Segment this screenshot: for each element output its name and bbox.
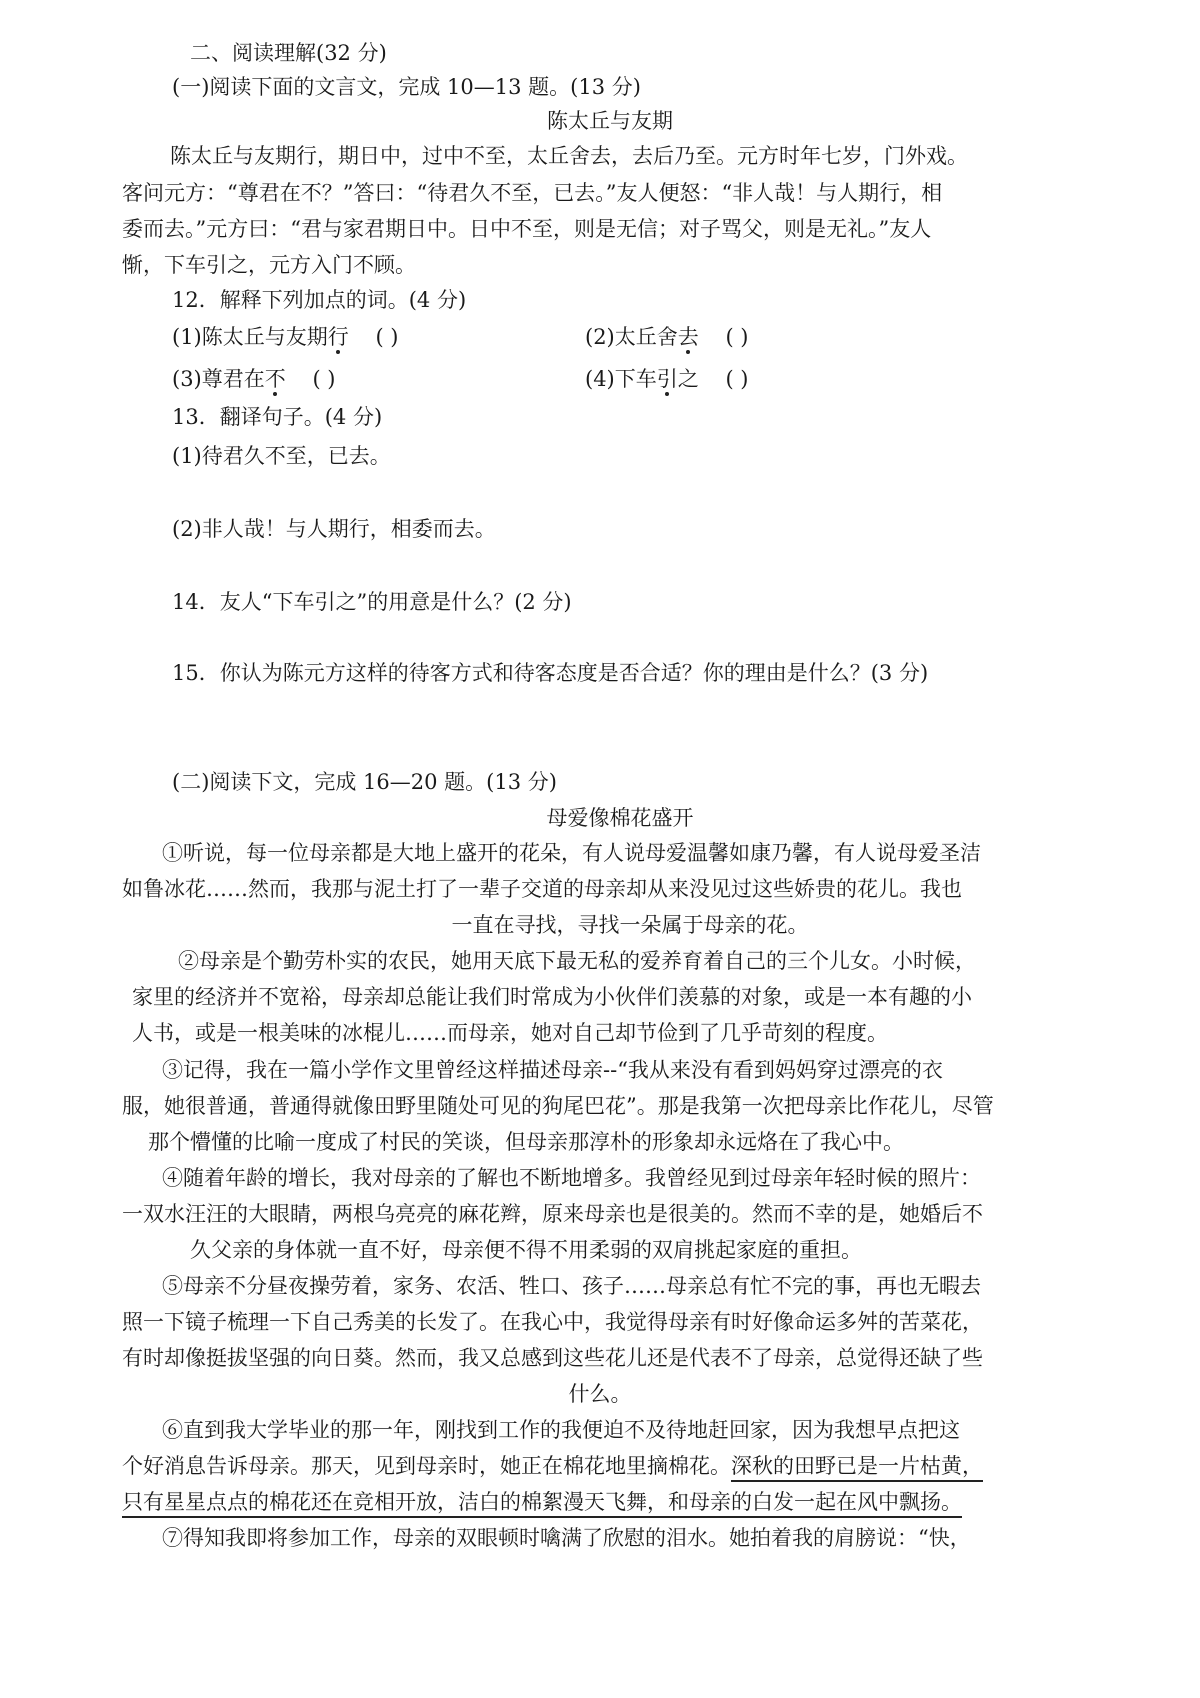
paragraph-6-line: ⑥直到我大学毕业的那一年，刚找到工作的我便迫不及待地赶回家，因为我想早点把这 [162, 1418, 960, 1442]
paragraph-6-line [122, 1487, 962, 1517]
paragraph-4-line: 一双水汪汪的大眼睛，两根乌亮亮的麻花辫，原来母亲也是很美的。然而不幸的是，她婚后不 [122, 1202, 983, 1226]
dotted-word: 去 [677, 325, 699, 349]
part1-title: 陈太丘与友期 [547, 109, 673, 133]
paragraph-3-line: ③记得，我在一篇小学作文里曾经这样描述母亲--“我从来没有看到妈妈穿过漂亮的衣 [162, 1058, 943, 1082]
item-text: (1)陈太丘与友期 [172, 325, 328, 349]
paragraph-3-line: 那个懵懂的比喻一度成了村民的笑谈，但母亲那淳朴的形象却永远烙在了我心中。 [148, 1130, 904, 1154]
question-13-sentence-2: (2)非人哉！与人期行，相委而去。 [172, 517, 496, 541]
passage1-line: 客问元方：“尊君在不？”答曰：“待君久不至，已去。”友人便怒：“非人哉！与人期行，相 [122, 181, 943, 205]
plain-text: 个好消息告诉母亲。那天，见到母亲时，她正在棉花地里摘棉花。 [122, 1454, 731, 1478]
paragraph-1-line: 一直在寻找，寻找一朵属于母亲的花。 [451, 913, 809, 937]
part2-heading: (二)阅读下文，完成 16—20 题。(13 分) [172, 770, 557, 794]
answer-blank[interactable]: ( ) [725, 367, 749, 391]
section-title: 二、阅读理解(32 分) [190, 41, 387, 65]
question-13-stem: 13．翻译句子。(4 分) [172, 405, 383, 429]
question-12-stem: 12．解释下列加点的词。(4 分) [172, 288, 467, 312]
question-12-item-1 [172, 322, 399, 352]
paragraph-5-line: ⑤母亲不分昼夜操劳着，家务、农活、牲口、孩子……母亲总有忙不完的事，再也无暇去 [162, 1274, 981, 1298]
dotted-word: 不 [264, 367, 286, 391]
question-13-sentence-1: (1)待君久不至，已去。 [172, 444, 391, 468]
dotted-word: 行 [327, 325, 349, 349]
part1-heading: (一)阅读下面的文言文，完成 10—13 题。(13 分) [172, 75, 641, 99]
paragraph-1-line: 如鲁冰花……然而，我那与泥土打了一辈子交道的母亲却从来没见过这些娇贵的花儿。我也 [122, 877, 962, 901]
item-text: (4)下车 [585, 367, 657, 391]
question-12-item-3 [172, 364, 336, 394]
paragraph-2-line: 人书，或是一根美味的冰棍儿……而母亲，她对自己却节俭到了几乎苛刻的程度。 [132, 1021, 888, 1045]
passage1-line: 委而去。”元方曰：“君与家君期日中。日中不至，则是无信；对子骂父，则是无礼。”友人 [122, 217, 932, 241]
dotted-word: 引 [656, 367, 678, 391]
paragraph-5-line: 什么。 [568, 1382, 632, 1406]
underlined-sentence: 深秋的田野已是一片枯黄， [731, 1454, 983, 1482]
paragraph-4-line: 久父亲的身体就一直不好，母亲便不得不用柔弱的双肩挑起家庭的重担。 [190, 1238, 862, 1262]
answer-blank[interactable]: ( ) [375, 325, 399, 349]
question-14: 14．友人“下车引之”的用意是什么？(2 分) [172, 590, 572, 614]
item-text: (2)太丘舍 [585, 325, 678, 349]
question-15: 15．你认为陈元方这样的待客方式和待客态度是否合适？你的理由是什么？(3 分) [172, 661, 929, 685]
paragraph-7-line: ⑦得知我即将参加工作，母亲的双眼顿时噙满了欣慰的泪水。她拍着我的肩膀说：“快， [162, 1526, 971, 1550]
paragraph-5-line: 照一下镜子梳理一下自己秀美的长发了。在我心中，我觉得母亲有时好像命运多舛的苦菜花， [122, 1310, 983, 1334]
passage1-line: 惭，下车引之，元方入门不顾。 [122, 253, 416, 277]
paragraph-2-line: ②母亲是个勤劳朴实的农民，她用天底下最无私的爱养育着自己的三个儿女。小时候， [178, 949, 976, 973]
item-text: 之 [677, 367, 699, 391]
paragraph-6-line [122, 1451, 983, 1481]
paragraph-2-line: 家里的经济并不宽裕，母亲却总能让我们时常成为小伙伴们羡慕的对象，或是一本有趣的小 [132, 985, 972, 1009]
question-12-item-4 [585, 364, 749, 394]
paragraph-3-line: 服，她很普通，普通得就像田野里随处可见的狗尾巴花”。那是我第一次把母亲比作花儿，尽管 [122, 1094, 994, 1118]
answer-blank[interactable]: ( ) [725, 325, 749, 349]
answer-blank[interactable]: ( ) [312, 367, 336, 391]
item-text: (3)尊君在 [172, 367, 265, 391]
paragraph-4-line: ④随着年龄的增长，我对母亲的了解也不断地增多。我曾经见到过母亲年轻时候的照片： [162, 1166, 981, 1190]
paragraph-5-line: 有时却像挺拔坚强的向日葵。然而，我又总感到这些花儿还是代表不了母亲，总觉得还缺了些 [122, 1346, 983, 1370]
paragraph-1-line: ①听说，每一位母亲都是大地上盛开的花朵，有人说母爱温馨如康乃馨，有人说母爱圣洁 [162, 841, 981, 865]
question-12-item-2 [585, 322, 749, 352]
passage1-line: 陈太丘与友期行，期日中，过中不至，太丘舍去，去后乃至。元方时年七岁，门外戏。 [170, 144, 968, 168]
part2-title: 母爱像棉花盛开 [546, 806, 694, 830]
underlined-sentence: 只有星星点点的棉花还在竞相开放，洁白的棉絮漫天飞舞，和母亲的白发一起在风中飘扬。 [122, 1490, 962, 1518]
